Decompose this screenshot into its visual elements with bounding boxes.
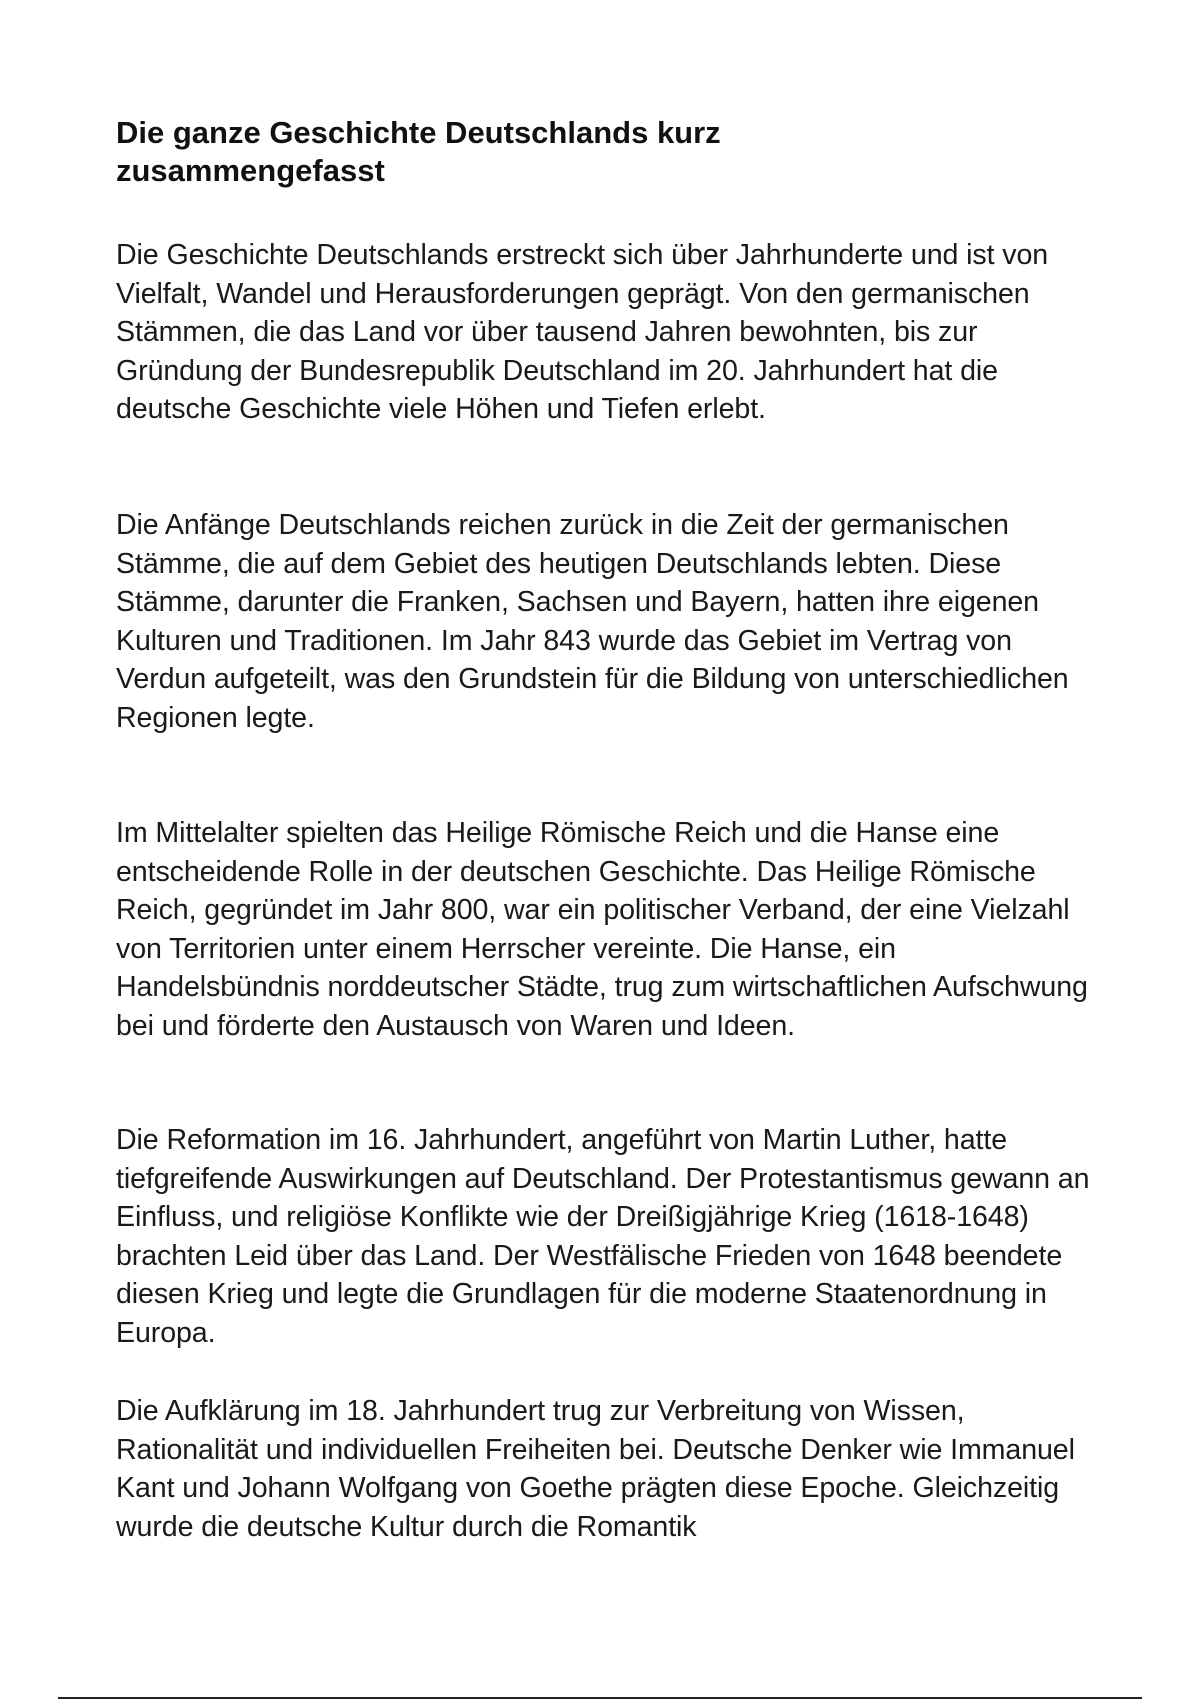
paragraph-reformation: Die Reformation im 16. Jahrhundert, angeführt von Martin Luther, hatte tiefgreifende Auswirkungen auf Deutschland. Der Protestantismus gewann an Einfluss, und religiöse Konflikte wie der Dreißigjährige Krieg (1618-1648) brachten Leid über das Land. Der Westfälische Frieden von 1648 beendete diesen Krieg und legte die Grundlagen für die moderne Staatenordnung in Europa. [116,1124,1090,1349]
paragraph-introduction: Die Geschichte Deutschlands erstreckt sich über Jahrhunderte und ist von Vielfalt, Wandel und Herausforderungen geprägt. Von den germanischen Stämmen, die das Land vor über tausend Jahren bewohnten, bis zur Gründung der Bundesrepublik Deutschland im 20. Jahrhundert hat die deutsche Geschichte viele Höhen und Tiefen erlebt. [116,239,1049,426]
document-title: Die ganze Geschichte Deutschlands kurz zusammengefasst [116,115,721,188]
paragraph-middle-ages: Im Mittelalter spielten das Heilige Römische Reich und die Hanse eine entscheidende Rolle in der deutschen Geschichte. Das Heilige Römische Reich, gegründet im Jahr 800, war ein politischer Verband, der eine Vielzahl von Territorien unter einem Herrscher vereinte. Die Hanse, ein Handelsbündnis norddeutscher Städte, trug zum wirtschaftlichen Aufschwung bei und förderte den Austausch von Waren und Ideen. [116,817,1088,1042]
document-page [116,114,1116,1543]
page-bottom-divider [58,1697,1142,1699]
paragraph-enlightenment: Die Aufklärung im 18. Jahrhundert trug zur Verbreitung von Wissen, Rationalität und individuellen Freiheiten bei. Deutsche Denker wie Immanuel Kant und Johann Wolfgang von Goethe prägten diese Epoche. Gleichzeitig wurde die deutsche Kultur durch die Romantik [116,1395,1075,1543]
paragraph-origins: Die Anfänge Deutschlands reichen zurück in die Zeit der germanischen Stämme, die auf dem Gebiet des heutigen Deutschlands lebten. Diese Stämme, darunter die Franken, Sachsen und Bayern, hatten ihre eigenen Kulturen und Traditionen. Im Jahr 843 wurde das Gebiet im Vertrag von Verdun aufgeteilt, was den Grundstein für die Bildung von unterschiedlichen Regionen legte. [116,509,1069,734]
